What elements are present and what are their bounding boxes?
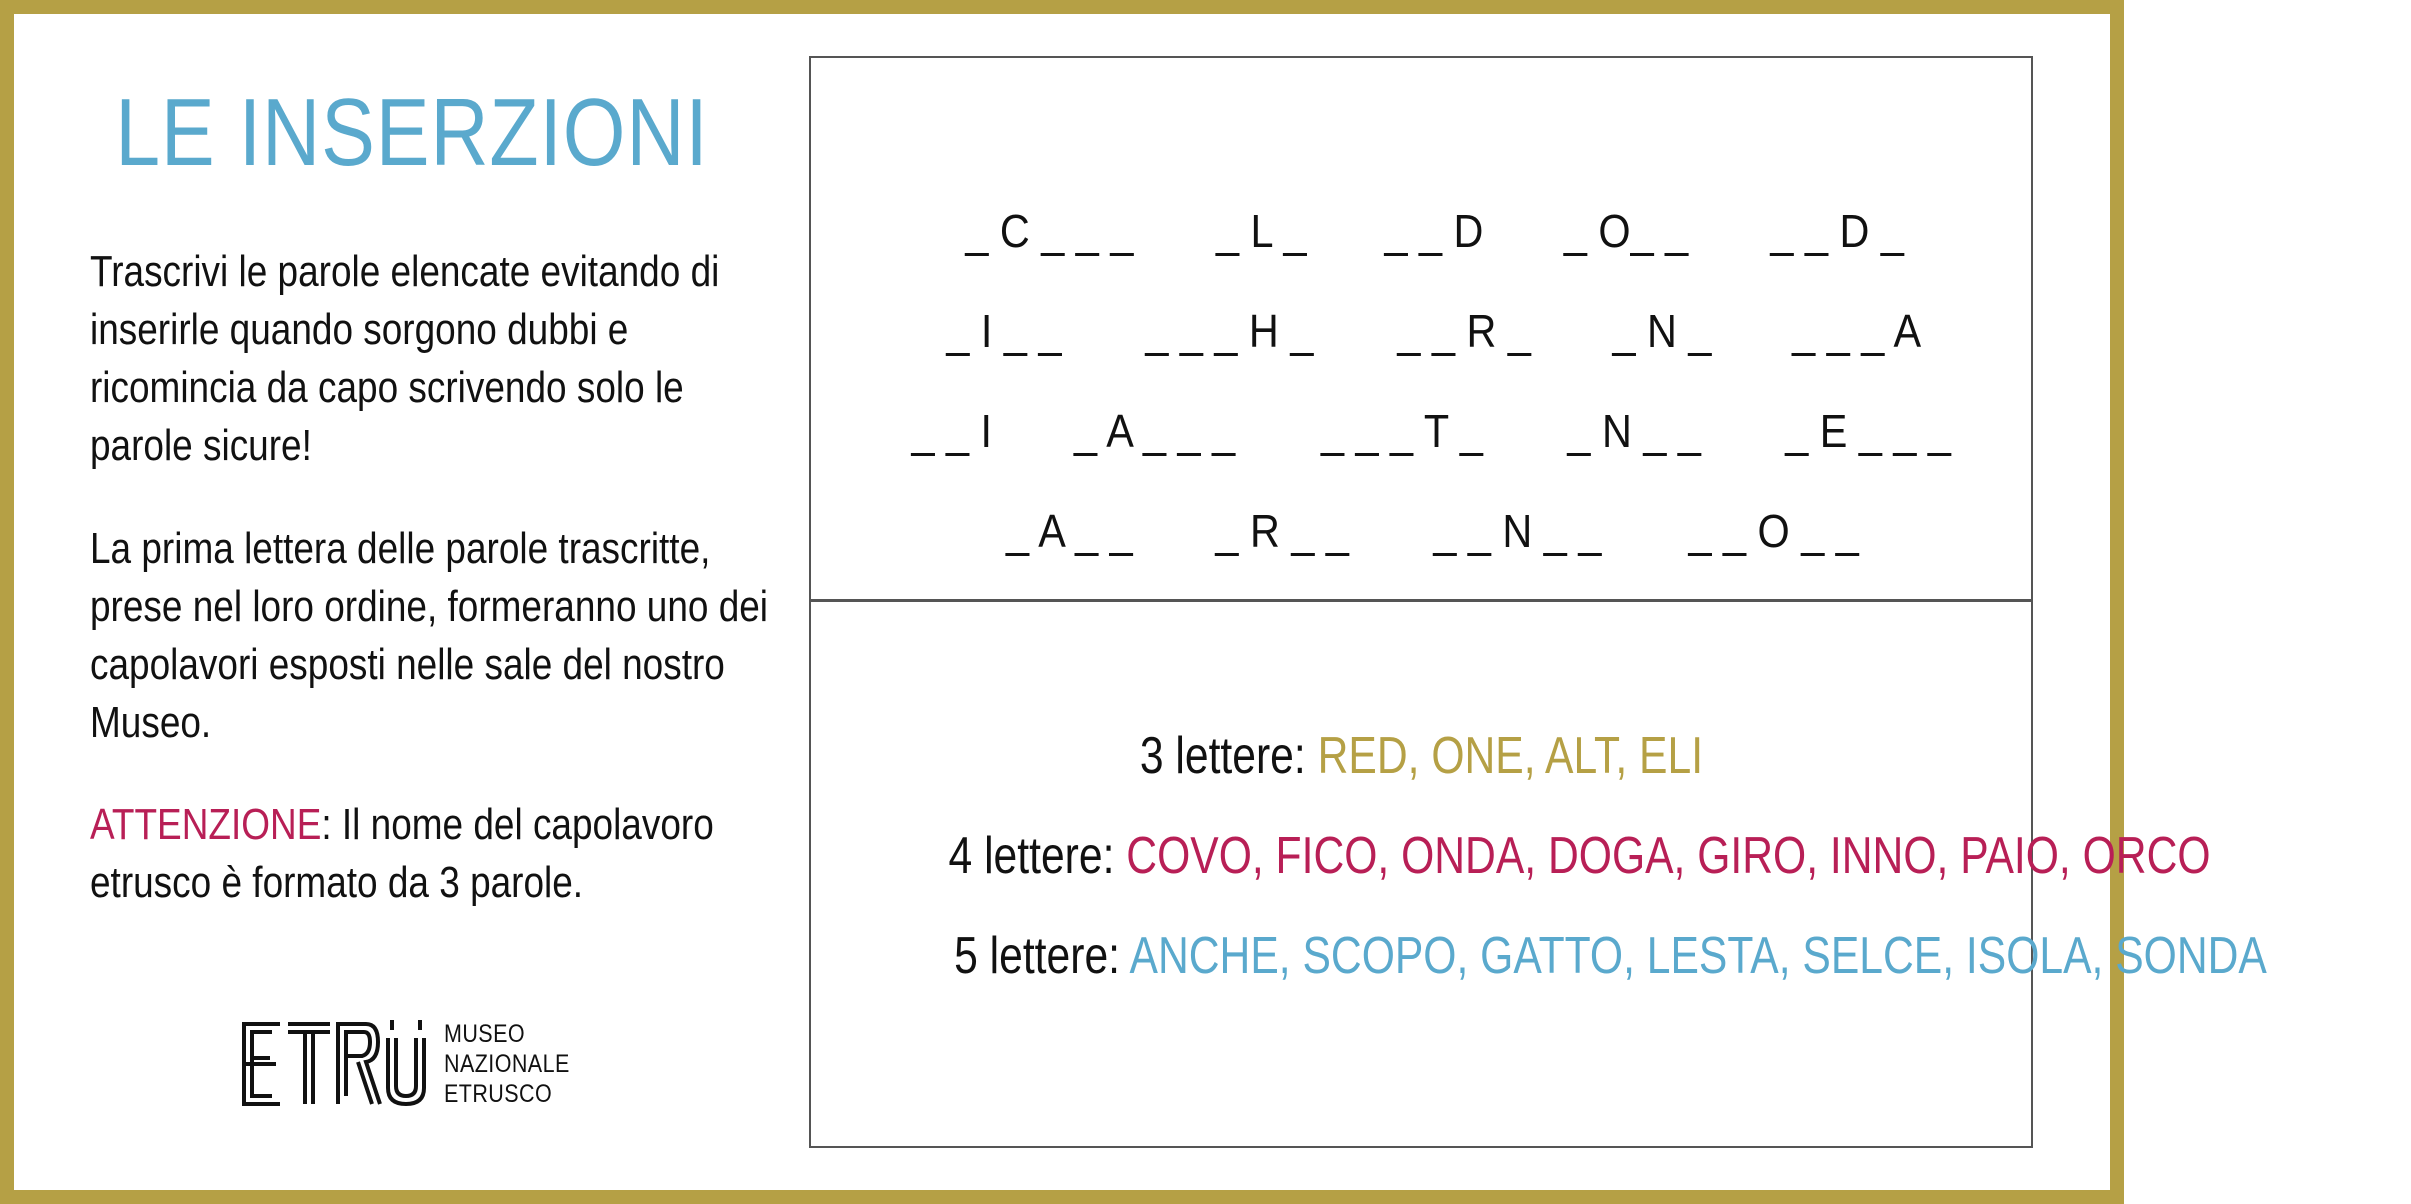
- etru-logo-icon: [236, 1018, 436, 1110]
- logo-line-nazionale: NAZIONALE: [444, 1050, 570, 1078]
- puzzle-word: _ _ _ A: [1791, 305, 1921, 357]
- puzzle-row-2: [810, 250, 2032, 358]
- puzzle-word: _ _ D _: [1770, 205, 1905, 257]
- puzzle-word: _ E _ _ _: [1785, 405, 1952, 457]
- puzzle-word: _ N _ _: [1567, 405, 1701, 457]
- logo-line-etrusco: ETRUSCO: [444, 1080, 553, 1108]
- puzzle-word: _ _ N _ _: [1433, 505, 1602, 557]
- puzzle-row-3: [810, 350, 2032, 458]
- word-list-label: 4 lettere:: [948, 827, 1127, 885]
- puzzle-divider: [809, 599, 2033, 602]
- puzzle-word: _ O_ _: [1564, 205, 1689, 257]
- puzzle-word: _ _ I: [911, 405, 993, 457]
- puzzle-word: _ A _ _ _: [1073, 405, 1235, 457]
- logo-text: [444, 1019, 570, 1109]
- warning-text: : Il nome del capolavoro etrusco è formato da 3 parole.: [90, 800, 714, 907]
- word-list-4-letters: [810, 826, 2211, 886]
- instructions-paragraph-2: La prima lettera delle parole trascritte, prese nel loro ordine, formeranno uno dei capolavori esposti nelle sale del nostro Museo.: [90, 524, 769, 747]
- puzzle-word: _ _ _ H _: [1144, 305, 1313, 357]
- word-list-3-letters: [810, 726, 2032, 786]
- warning-label: ATTENZIONE: [90, 800, 322, 849]
- puzzle-word: _ _ R _: [1397, 305, 1532, 357]
- word-list-label: 5 lettere:: [954, 927, 1130, 985]
- instructions-paragraph-1: Trascrivi le parole elencate evitando di inserirle quando sorgono dubbi e ricomincia da capo scrivendo solo le parole sicure!: [90, 247, 720, 470]
- puzzle-word: _ A _ _: [1006, 505, 1133, 557]
- word-list-5-letters: [810, 926, 2267, 986]
- puzzle-row-4: [810, 450, 2032, 558]
- puzzle-row-1: [810, 150, 2032, 258]
- puzzle-word: _ L _: [1215, 205, 1307, 257]
- word-list-words: RED, ONE, ALT, ELI: [1317, 727, 1703, 785]
- logo-line-museo: MUSEO: [444, 1020, 526, 1048]
- word-list-label: 3 lettere:: [1139, 727, 1318, 785]
- puzzle-word: _ I _ _: [946, 305, 1062, 357]
- warning-paragraph: [90, 796, 770, 912]
- puzzle-word: _ C _ _ _: [965, 205, 1134, 257]
- museum-logo: [236, 1018, 590, 1110]
- puzzle-word: _ _ O _ _: [1688, 505, 1859, 557]
- word-list-words: ANCHE, SCOPO, GATTO, LESTA, SELCE, ISOLA, SONDA: [1129, 927, 2267, 985]
- puzzle-word: _ _ _ T _: [1320, 405, 1483, 457]
- puzzle-word: _ _ D: [1384, 205, 1484, 257]
- page-title: LE INSERZIONI: [115, 79, 709, 186]
- puzzle-word: _ N _: [1612, 305, 1712, 357]
- word-list-words: COVO, FICO, ONDA, DOGA, GIRO, INNO, PAIO, ORCO: [1126, 827, 2211, 885]
- puzzle-word: _ R _ _: [1215, 505, 1349, 557]
